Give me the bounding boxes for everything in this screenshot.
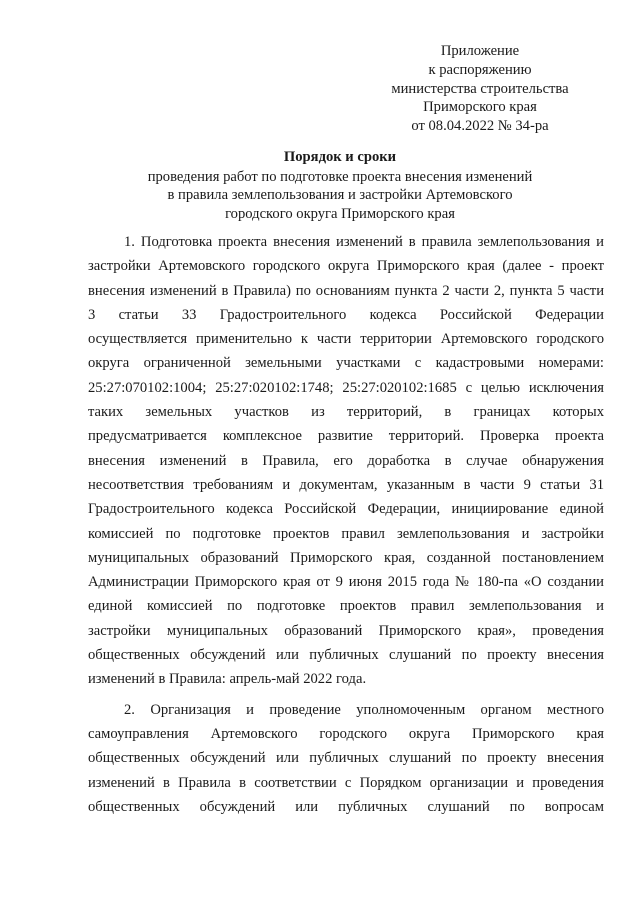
paragraph-line: общественных обсуждений или публичных слушаний по вопросам — [88, 798, 604, 815]
title-subtitle-line: проведения работ по подготовке проекта внесения изменений — [147, 168, 533, 185]
document-body — [88, 230, 604, 819]
paragraph-line: самоуправления Артемовского городского округа Приморского края — [88, 725, 604, 742]
paragraph-line: Градостроительного кодекса Российской Федерации, инициирование единой — [88, 501, 604, 518]
title-subtitle-line: в правила землепользования и застройки Артемовского — [167, 187, 513, 204]
paragraph-line: Администрации Приморского края от 9 июня 2015 года № 180-па «О создании — [88, 574, 604, 591]
title-subtitle-line: городского округа Приморского края — [225, 205, 455, 222]
paragraph-line: внесения изменений в Правила, его доработка в случае обнаружения — [88, 452, 604, 469]
annex-line: министерства строительства — [391, 80, 569, 97]
paragraph-line: 3 статьи 33 Градостроительного кодекса Российской Федерации — [88, 306, 604, 323]
paragraph-line: изменений в Правила в соответствии с Порядком организации и проведения — [88, 774, 604, 791]
paragraph-line: предусматривается комплексное развитие территорий. Проверка проекта — [88, 428, 604, 445]
annex-line: к распоряжению — [428, 61, 532, 78]
annex-block — [330, 42, 630, 136]
paragraph-line: застройки муниципальных образований Приморского края», проведения — [88, 622, 604, 639]
paragraph-line-last: изменений в Правила: апрель-май 2022 года. — [88, 671, 367, 688]
document-title — [40, 148, 640, 223]
paragraph-line: 2. Организация и проведение уполномоченным органом местного — [124, 701, 604, 718]
paragraph-line: муниципальных образований Приморского края, созданной постановлением — [88, 549, 604, 566]
annex-line: от 08.04.2022 № 34-ра — [411, 118, 549, 135]
paragraph-line: комиссией по подготовке проектов правил землепользования и застройки — [88, 525, 604, 542]
paragraph-line: таких земельных участков из территорий, в границах которых — [88, 404, 604, 421]
paragraph-line: застройки Артемовского городского округа Приморского края (далее - проект — [88, 258, 604, 275]
paragraph-line: 1. Подготовка проекта внесения изменений в правила землепользования и — [124, 234, 604, 250]
paragraph-line: внесения изменений в Правила) по основаниям пункта 2 части 2, пункта 5 части — [88, 282, 604, 299]
paragraph-line: округа ограниченной земельными участками с кадастровыми номерами: — [88, 355, 604, 372]
title-heading: Порядок и сроки — [283, 149, 397, 165]
paragraph-line: единой комиссией по подготовке проектов правил землепользования и — [88, 598, 604, 615]
paragraph-line: общественных обсуждений или публичных слушаний по проекту внесения — [88, 647, 604, 664]
annex-line: Приморского края — [423, 99, 537, 116]
paragraph-line: несоответствия требованиям и документам, указанным в части 9 статьи 31 — [88, 476, 604, 493]
paragraph-line: осуществляется применительно к части территории Артемовского городского — [88, 331, 604, 348]
paragraph-line: общественных обсуждений или публичных слушаний по проекту внесения — [88, 750, 604, 767]
paragraph-line: 25:27:070102:1004; 25:27:020102:1748; 25:27:020102:1685 с целью исключения — [88, 379, 604, 396]
annex-line: Приложение — [440, 43, 520, 59]
